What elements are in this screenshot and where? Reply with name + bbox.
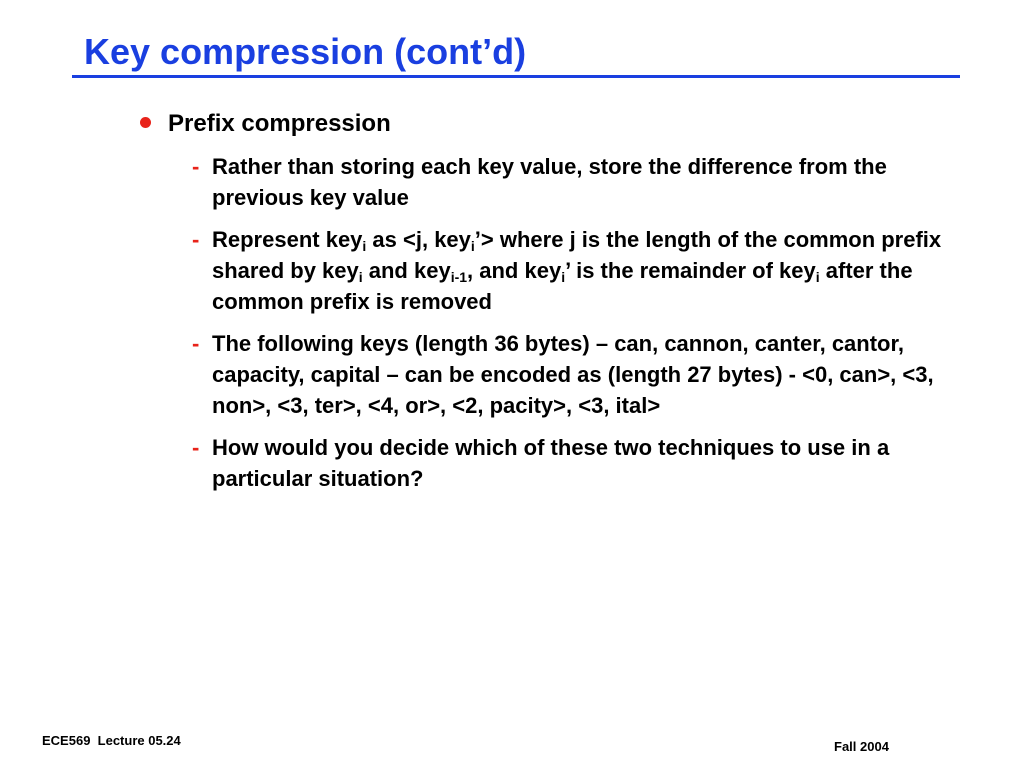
dash-icon: - xyxy=(192,331,200,356)
title-underline xyxy=(72,75,960,78)
subscript: i xyxy=(362,238,367,254)
text-run: Represent key xyxy=(212,227,363,252)
sub-bullet-text xyxy=(212,224,942,317)
dash-icon: - xyxy=(192,435,200,460)
footer-term-label: Fall 2004 xyxy=(834,739,889,754)
slide-title: Key compression (cont’d) xyxy=(84,31,527,72)
text-run: after the common prefix is removed xyxy=(212,258,913,314)
footer-course-label: ECE569 Lecture 05.24 xyxy=(42,733,181,748)
text-run: as <j, key xyxy=(366,227,471,252)
sub-bullet xyxy=(192,328,952,421)
main-bullet xyxy=(140,108,391,140)
sub-bullet xyxy=(192,432,952,494)
main-bullet-text: Prefix compression xyxy=(168,110,391,137)
text-run: ’> where j is the length of the common prefix shared by key xyxy=(212,227,942,283)
sub-bullet-text: How would you decide which of these two techniques to use in a particular situation? xyxy=(212,435,890,491)
subscript: i xyxy=(470,238,475,254)
subscript: i xyxy=(815,269,820,285)
sub-bullet-list xyxy=(192,151,952,505)
bullet-dot-icon xyxy=(140,117,151,128)
text-run: , and key xyxy=(467,258,562,283)
dash-icon: - xyxy=(192,227,200,252)
subscript: i xyxy=(561,269,566,285)
text-run: ’ is the remainder of key xyxy=(565,258,816,283)
text-run: and key xyxy=(362,258,451,283)
dash-icon: - xyxy=(192,154,200,179)
sub-bullet xyxy=(192,224,952,317)
subscript: i xyxy=(358,269,363,285)
sub-bullet-text: Rather than storing each key value, store the difference from the previous key value xyxy=(212,154,887,210)
subscript: i-1 xyxy=(450,269,468,285)
sub-bullet xyxy=(192,151,952,213)
sub-bullet-text: The following keys (length 36 bytes) – can, cannon, canter, cantor, capacity, capital – can be encoded as (length 27 bytes) - <0, can>, <3, non>, <3, ter>, <4, or>, <2, pacity>, <3, ital> xyxy=(212,331,934,418)
